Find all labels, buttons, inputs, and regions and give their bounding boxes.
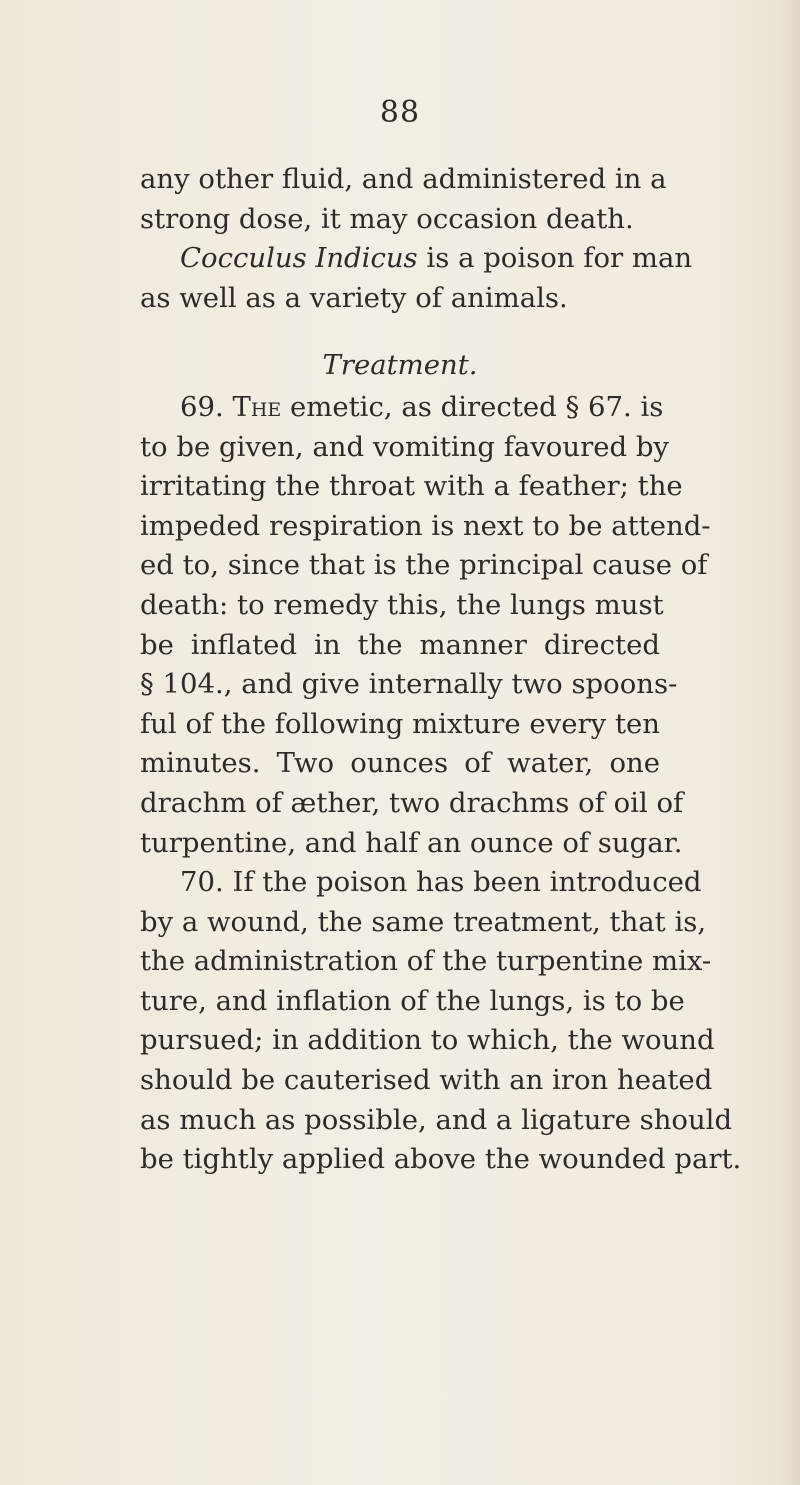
text-line: ture, and inflation of the lungs, is to be bbox=[140, 984, 685, 1017]
page-edge-shadow bbox=[786, 0, 800, 1485]
text-line: ful of the following mixture every ten bbox=[140, 707, 660, 740]
page-body bbox=[140, 160, 742, 1180]
text-line: should be cauterised with an iron heated bbox=[140, 1064, 713, 1097]
text-fragment: emetic, as directed § 67. is bbox=[281, 390, 664, 423]
text-line: irritating the throat with a feather; the bbox=[140, 470, 683, 503]
text-line: § 104., and give internally two spoons- bbox=[140, 668, 678, 701]
text-line: drachm of æther, two drachms of oil of bbox=[140, 786, 684, 819]
text-line: to be given, and vomiting favoured by bbox=[140, 430, 669, 463]
text-line: any other fluid, and administered in a bbox=[140, 163, 667, 195]
text-line: by a wound, the same treatment, that is, bbox=[140, 905, 707, 938]
italic-term: Cocculus Indicus bbox=[180, 242, 418, 275]
section-heading: Treatment. bbox=[322, 349, 478, 382]
text-line: be inflated in the manner directed bbox=[140, 628, 660, 661]
text-line: pursued; in addition to which, the wound bbox=[140, 1024, 715, 1057]
text-line: as well as a variety of animals. bbox=[140, 281, 568, 314]
section-69-first-line bbox=[140, 388, 664, 428]
text-fragment: is a poison for man bbox=[417, 242, 693, 275]
text-line: ed to, since that is the principal cause of bbox=[140, 549, 708, 582]
text-line: the administration of the turpentine mix- bbox=[140, 945, 712, 978]
text-line: minutes. Two ounces of water, one bbox=[140, 747, 660, 780]
text-line: strong dose, it may occasion death. bbox=[140, 202, 634, 235]
text-line: as much as possible, and a ligature should bbox=[140, 1103, 733, 1136]
text-line: impeded respiration is next to be attend- bbox=[140, 509, 711, 542]
section-70-first-line: 70. If the poison has been introduced bbox=[180, 866, 702, 899]
small-caps-word: The bbox=[232, 390, 282, 423]
text-line: death: to remedy this, the lungs must bbox=[140, 588, 664, 621]
section-number: 69. bbox=[180, 390, 224, 423]
text-line: turpentine, and half an ounce of sugar. bbox=[140, 826, 683, 859]
text-line: be tightly applied above the wounded part. bbox=[140, 1143, 742, 1176]
cocculus-line bbox=[140, 239, 693, 279]
page-number: 88 bbox=[379, 95, 421, 130]
